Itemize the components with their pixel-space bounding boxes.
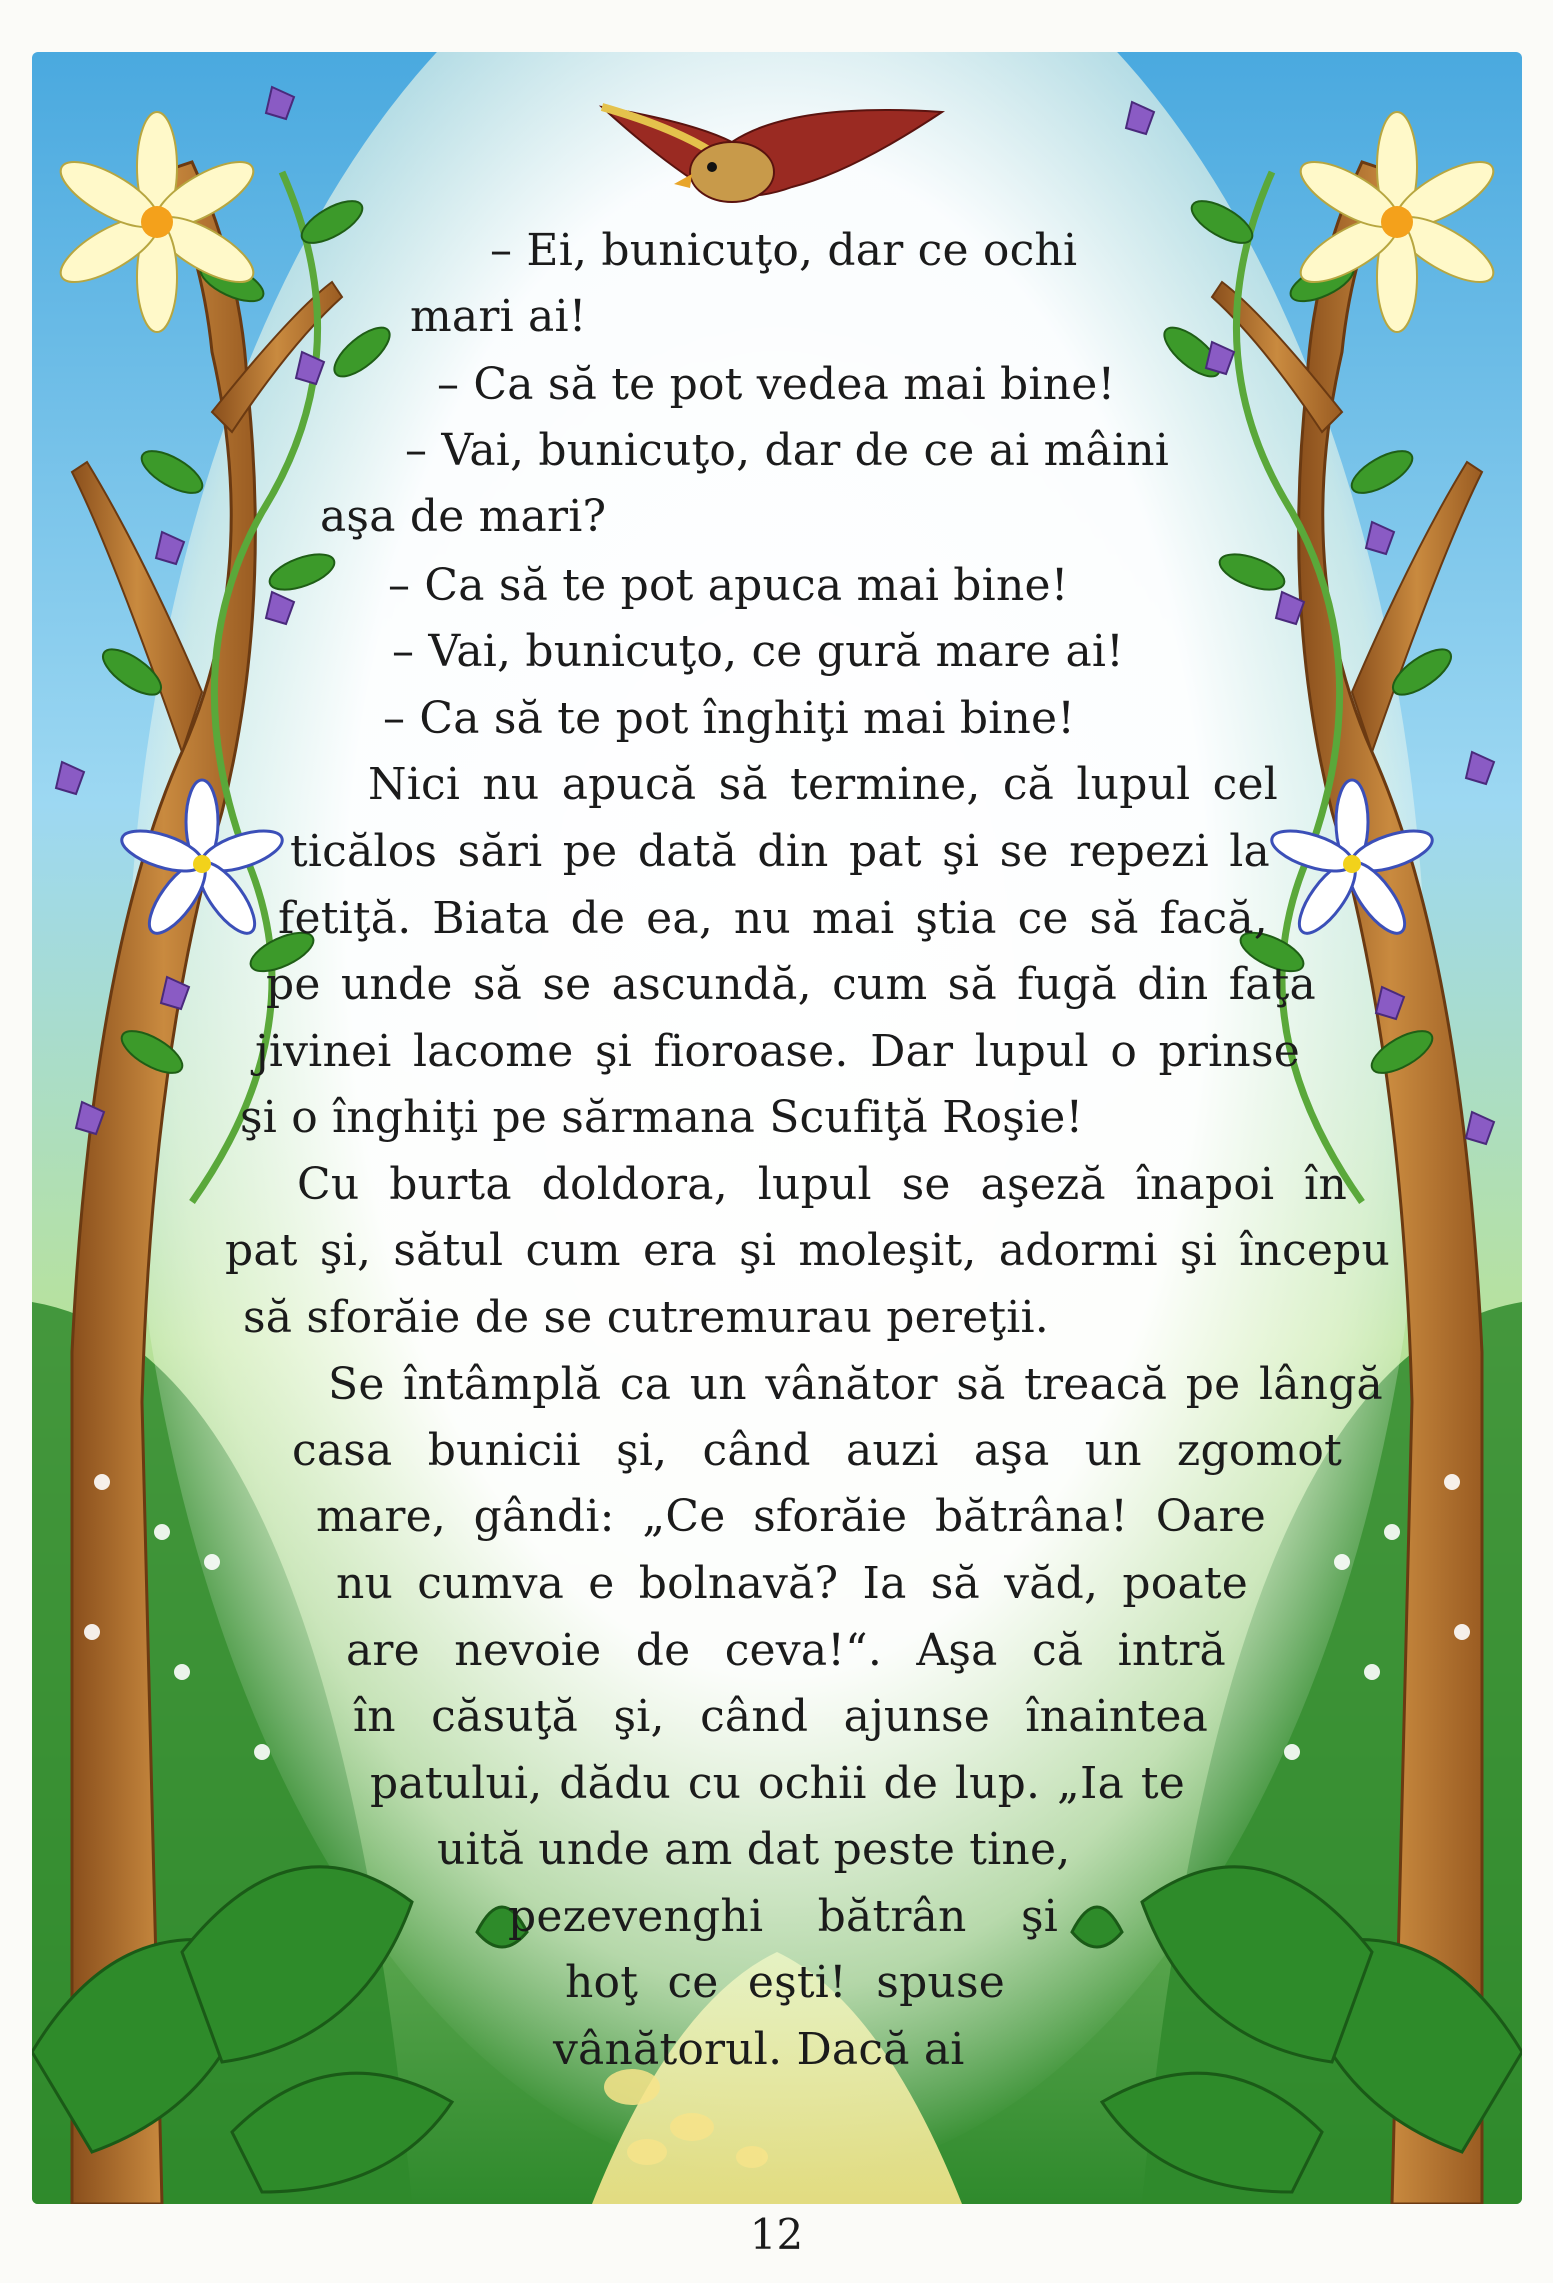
story-line: pezevenghi bătrân şi <box>508 1891 1058 1942</box>
story-line: vânătorul. Dacă ai <box>553 2024 965 2075</box>
story-line: Se întâmplă ca un vânător să treacă pe lângă <box>328 1359 1383 1410</box>
story-line: are nevoie de ceva!“. Aşa că intră <box>346 1625 1226 1676</box>
story-line: pat şi, sătul cum era şi moleşit, adormi şi începu <box>225 1225 1390 1276</box>
story-line: – Vai, bunicuţo, dar de ce ai mâini <box>405 425 1170 476</box>
story-line: să sforăie de se cutremurau pereţii. <box>243 1292 1049 1343</box>
story-line: jivinei lacome şi fioroase. Dar lupul o prinse <box>255 1026 1300 1077</box>
story-line: mare, gândi: „Ce sforăie bătrâna! Oare <box>316 1491 1266 1542</box>
story-line: nu cumva e bolnavă? Ia să văd, poate <box>336 1558 1248 1609</box>
story-line: – Ei, bunicuţo, dar ce ochi <box>490 225 1078 276</box>
page-number: 12 <box>749 2210 804 2259</box>
story-line: patului, dădu cu ochii de lup. „Ia te <box>370 1758 1185 1809</box>
story-line: fetiţă. Biata de ea, nu mai ştia ce să facă, <box>278 893 1268 944</box>
story-line: – Vai, bunicuţo, ce gură mare ai! <box>392 626 1125 677</box>
story-line: – Ca să te pot înghiţi mai bine! <box>383 693 1076 744</box>
story-line: mari ai! <box>410 291 587 342</box>
story-line: în căsuţă şi, când ajunse înaintea <box>353 1691 1208 1742</box>
story-line: casa bunicii şi, când auzi aşa un zgomot <box>292 1425 1342 1476</box>
story-line: – Ca să te pot vedea mai bine! <box>437 359 1116 410</box>
story-line: aşa de mari? <box>320 491 607 542</box>
story-line: – Ca să te pot apuca mai bine! <box>388 560 1069 611</box>
story-line: şi o înghiţi pe sărmana Scufiţă Roşie! <box>240 1092 1084 1143</box>
story-line: hoţ ce eşti! spuse <box>565 1957 1005 2008</box>
story-line: uită unde am dat peste tine, <box>437 1824 1071 1875</box>
story-line: Cu burta doldora, lupul se aşeză înapoi în <box>297 1159 1347 1210</box>
story-line: pe unde să se ascundă, cum să fugă din faţa <box>266 959 1316 1010</box>
story-line: Nici nu apucă să termine, că lupul cel <box>368 759 1278 810</box>
story-line: ticălos sări pe dată din pat şi se repezi la <box>290 826 1270 877</box>
